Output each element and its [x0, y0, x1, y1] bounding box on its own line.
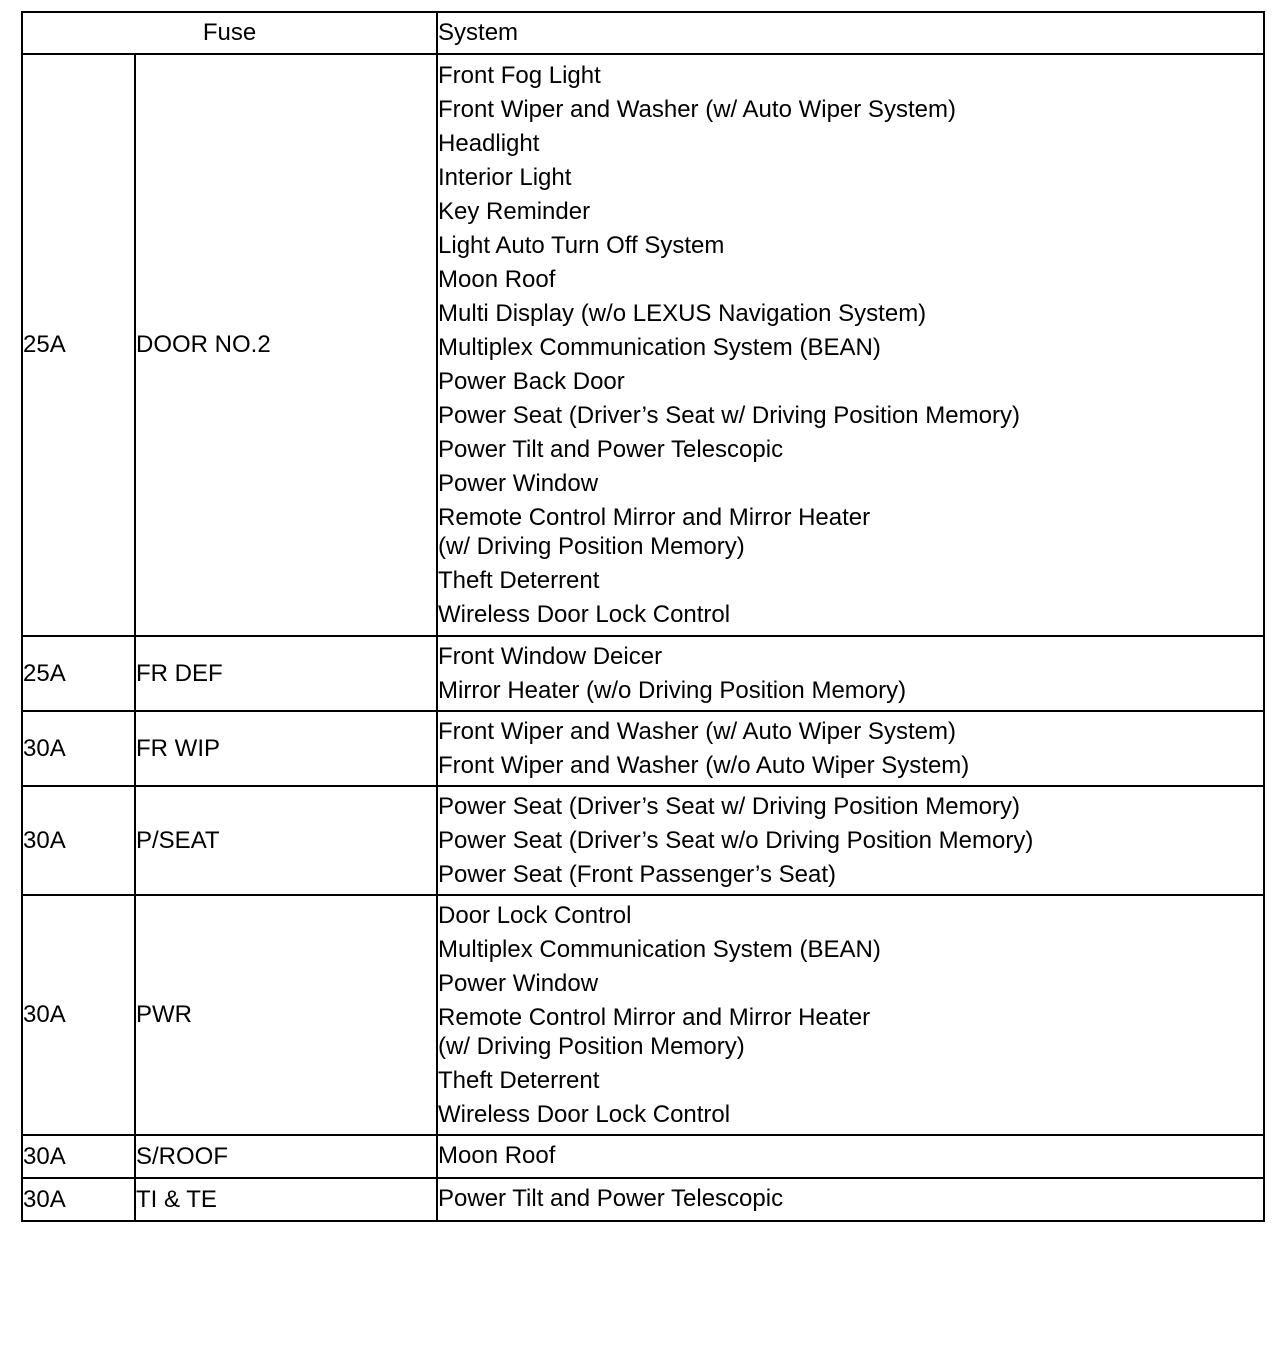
system-item: Wireless Door Lock Control	[438, 1101, 731, 1128]
system-item: Power Seat (Driver’s Seat w/ Driving Position Memory)	[438, 793, 1020, 820]
system-item: Front Wiper and Washer (w/o Auto Wiper System)	[438, 752, 970, 779]
fuse-name: DOOR NO.2	[135, 54, 437, 636]
system-list	[437, 1135, 1264, 1178]
system-list	[437, 711, 1264, 786]
table-row	[22, 636, 1264, 711]
fuse-table	[21, 11, 1265, 1222]
system-item: Front Wiper and Washer (w/ Auto Wiper System)	[438, 718, 956, 745]
fuse-name: FR DEF	[135, 636, 437, 711]
system-item: Headlight	[438, 130, 540, 157]
system-item: Power Seat (Front Passenger’s Seat)	[438, 861, 836, 888]
table-row	[22, 1135, 1264, 1178]
system-item: Interior Light	[438, 164, 572, 191]
fuse-name: TI & TE	[135, 1178, 437, 1221]
header-system: System	[437, 12, 1264, 54]
fuse-amperage: 25A	[22, 54, 135, 636]
system-item: Mirror Heater (w/o Driving Position Memory)	[438, 677, 907, 704]
system-item: Remote Control Mirror and Mirror Heater (w/ Driving Position Memory)	[438, 504, 871, 560]
fuse-amperage: 30A	[22, 711, 135, 786]
system-item: Key Reminder	[438, 198, 591, 225]
system-item: Door Lock Control	[438, 902, 632, 929]
system-item: Power Back Door	[438, 368, 625, 395]
system-item: Front Window Deicer	[438, 643, 663, 670]
system-item: Multi Display (w/o LEXUS Navigation System)	[438, 300, 927, 327]
fuse-name: S/ROOF	[135, 1135, 437, 1178]
table-row	[22, 1178, 1264, 1221]
system-item: Front Wiper and Washer (w/ Auto Wiper System)	[438, 96, 956, 123]
system-list	[437, 786, 1264, 895]
system-item: Theft Deterrent	[438, 1067, 600, 1094]
system-item: Multiplex Communication System (BEAN)	[438, 334, 881, 361]
system-item: Power Seat (Driver’s Seat w/ Driving Position Memory)	[438, 402, 1020, 429]
table-row	[22, 54, 1264, 636]
fuse-name: P/SEAT	[135, 786, 437, 895]
system-item: Moon Roof	[438, 1142, 556, 1169]
system-item: Front Fog Light	[438, 62, 601, 89]
system-list	[437, 636, 1264, 711]
header-row	[22, 12, 1264, 54]
system-list	[437, 895, 1264, 1135]
system-item: Light Auto Turn Off System	[438, 232, 725, 259]
fuse-amperage: 25A	[22, 636, 135, 711]
fuse-amperage: 30A	[22, 786, 135, 895]
fuse-name: FR WIP	[135, 711, 437, 786]
system-item: Moon Roof	[438, 266, 556, 293]
header-fuse: Fuse	[22, 12, 437, 54]
system-item: Wireless Door Lock Control	[438, 601, 731, 628]
table-row	[22, 895, 1264, 1135]
system-item: Power Tilt and Power Telescopic	[438, 436, 784, 463]
fuse-amperage: 30A	[22, 1178, 135, 1221]
system-item: Multiplex Communication System (BEAN)	[438, 936, 881, 963]
fuse-amperage: 30A	[22, 895, 135, 1135]
system-item: Power Window	[438, 470, 599, 497]
system-item: Theft Deterrent	[438, 567, 600, 594]
system-list	[437, 1178, 1264, 1221]
fuse-amperage: 30A	[22, 1135, 135, 1178]
system-item: Remote Control Mirror and Mirror Heater (w/ Driving Position Memory)	[438, 1004, 871, 1060]
table-row	[22, 786, 1264, 895]
system-item: Power Window	[438, 970, 599, 997]
table-row	[22, 711, 1264, 786]
system-list	[437, 54, 1264, 636]
system-item: Power Tilt and Power Telescopic	[438, 1185, 784, 1212]
system-item: Power Seat (Driver’s Seat w/o Driving Position Memory)	[438, 827, 1034, 854]
fuse-name: PWR	[135, 895, 437, 1135]
